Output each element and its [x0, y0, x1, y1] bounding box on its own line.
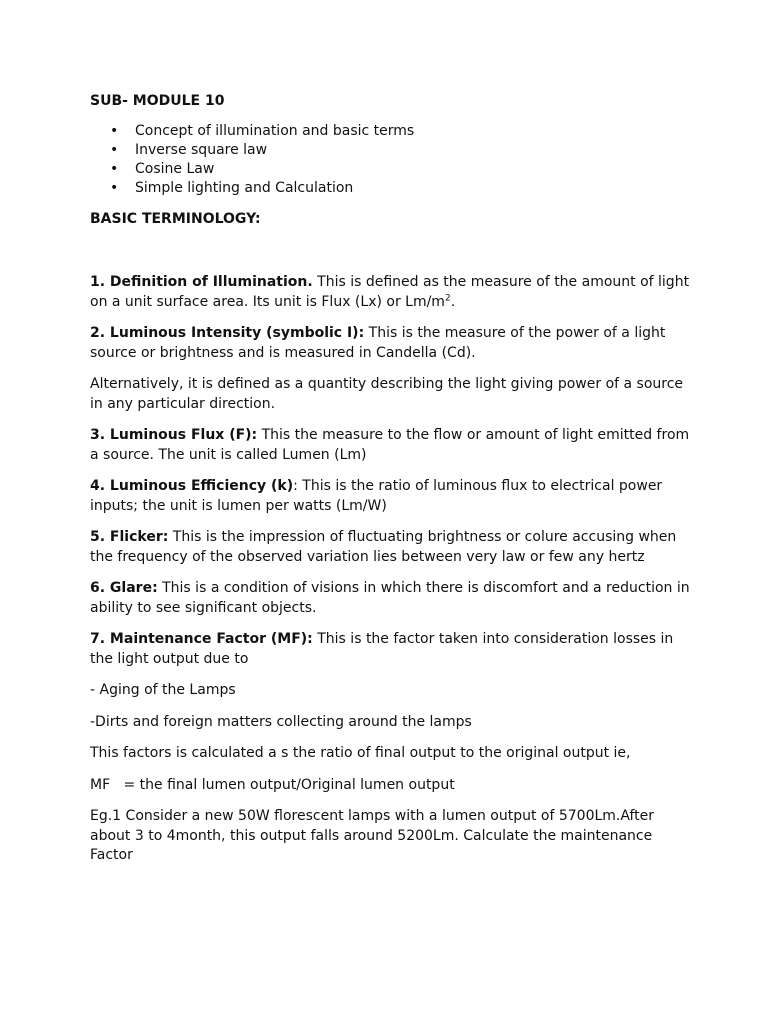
definition-term: 5. Flicker: [90, 529, 169, 545]
definition-glare [90, 579, 690, 618]
loss-item: - Aging of the Lamps [90, 682, 236, 698]
definition-text: This is the factor taken into consideration losses in the light output due to [90, 631, 674, 667]
definition-flicker [90, 528, 690, 567]
superscript: 2 [444, 292, 451, 303]
bullet-icon: • [110, 160, 119, 177]
definition-term: 7. Maintenance Factor (MF): [90, 631, 313, 647]
definition-term: 2. Luminous Intensity (symbolic I): [90, 325, 365, 341]
example-problem: Eg.1 Consider a new 50W florescent lamps with a lumen output of 5700Lm.After about 3 to 4month, this output falls around 5200Lm. Calculate the maintenance Factor [90, 808, 654, 863]
definition-text: This is a condition of visions in which there is discomfort and a reduction in ability to see significant objects. [90, 580, 690, 616]
topic-item [90, 160, 690, 179]
definition-luminous-flux [90, 426, 690, 465]
topic-item [90, 122, 690, 141]
definition-tail: . [450, 293, 456, 310]
definition-term: 6. Glare: [90, 580, 158, 596]
definition-term: 3. Luminous Flux (F): [90, 427, 258, 443]
bullet-icon: • [110, 122, 119, 139]
loss-item: -Dirts and foreign matters collecting around the lamps [90, 713, 472, 730]
definition-illumination [90, 273, 690, 312]
topic-list [90, 122, 690, 198]
topic-item [90, 179, 690, 198]
definition-luminous-intensity [90, 324, 690, 363]
bullet-icon: • [110, 141, 119, 158]
definition-luminous-efficiency [90, 477, 690, 516]
bullet-icon: • [110, 179, 119, 196]
document-page [90, 92, 690, 866]
definition-text: This is the measure of the power of a light source or brightness and is measured in Candella (Cd). [90, 325, 666, 361]
topic-text: Simple lighting and Calculation [135, 179, 354, 196]
topic-text: Inverse square law [135, 141, 268, 158]
formula: MF = the final lumen output/Original lumen output [90, 776, 455, 793]
section-heading: BASIC TERMINOLOGY: [90, 210, 261, 227]
definition-text: This is defined as the measure of the amount of light on a unit surface area. Its unit is Flux (Lx) or Lm/m [90, 274, 690, 310]
topic-item [90, 141, 690, 160]
definition-text: This is the impression of fluctuating brightness or colure accusing when the frequency of the observed variation lies between very law or few any hertz [90, 529, 677, 565]
definition-maintenance-factor [90, 630, 690, 669]
definition-text: This the measure to the flow or amount of light emitted from a source. The unit is called Lumen (Lm) [90, 427, 690, 463]
definition-term: 4. Luminous Efficiency (k) [90, 478, 294, 494]
module-title: SUB- MODULE 10 [90, 93, 225, 109]
definition-text: : This is the ratio of luminous flux to electrical power inputs; the unit is lumen per watts (Lm/W) [90, 478, 663, 514]
definition-term: 1. Definition of Illumination. [90, 274, 313, 290]
factor-note: This factors is calculated a s the ratio of final output to the original output ie, [90, 745, 631, 761]
topic-text: Concept of illumination and basic terms [135, 122, 415, 139]
alternative-definition: Alternatively, it is defined as a quantity describing the light giving power of a source in any particular direction. [90, 376, 684, 412]
topic-text: Cosine Law [135, 160, 215, 177]
